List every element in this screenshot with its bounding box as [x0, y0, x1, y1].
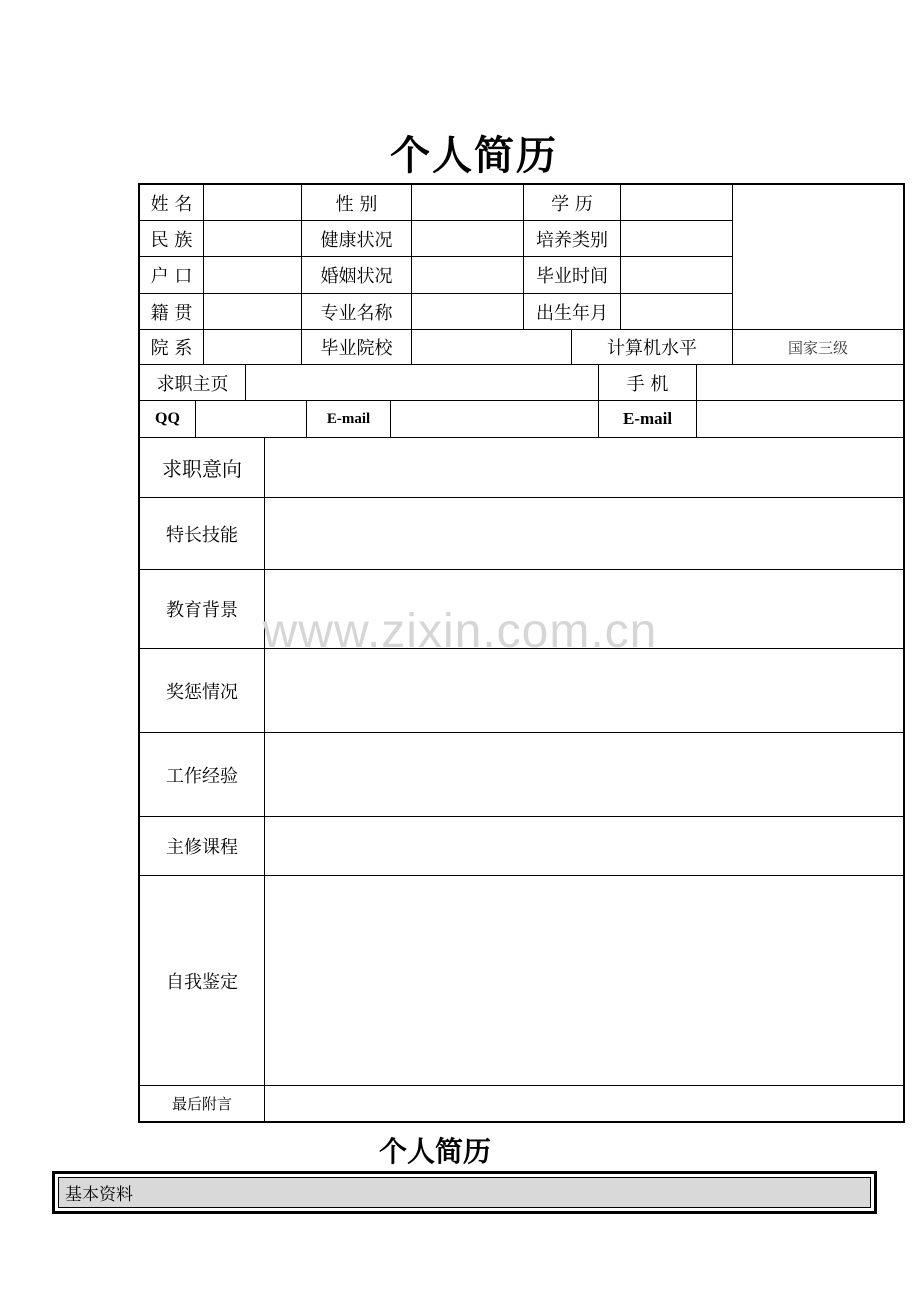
- field-self-evaluation[interactable]: [265, 876, 903, 1085]
- field-qq[interactable]: [196, 401, 306, 437]
- field-gender[interactable]: [412, 185, 523, 220]
- field-postscript[interactable]: [265, 1086, 903, 1121]
- label-mobile: 手 机: [626, 373, 669, 395]
- field-hukou[interactable]: [204, 257, 301, 293]
- field-ethnic[interactable]: [204, 221, 301, 256]
- field-work-experience[interactable]: [265, 733, 903, 816]
- label-department: 院 系: [150, 338, 193, 359]
- basic-info-label: 基本资料: [58, 1177, 871, 1208]
- label-skills: 特长技能: [166, 524, 238, 546]
- label-native: 籍 贯: [150, 302, 193, 324]
- field-homepage[interactable]: [246, 365, 598, 400]
- second-resume-title: 个人简历: [378, 1135, 491, 1168]
- label-awards: 奖惩情况: [166, 681, 238, 703]
- field-marital[interactable]: [412, 257, 523, 293]
- field-name[interactable]: [204, 185, 301, 220]
- label-homepage: 求职主页: [156, 373, 229, 395]
- label-computer-level: 计算机水平: [607, 338, 697, 359]
- field-department[interactable]: [204, 330, 301, 364]
- label-courses: 主修课程: [166, 837, 238, 858]
- label-ethnic: 民 族: [150, 229, 193, 251]
- field-job-objective[interactable]: [265, 438, 903, 497]
- field-education[interactable]: [621, 185, 732, 220]
- label-training: 培养类别: [536, 229, 608, 251]
- label-email-2: E-mail: [622, 409, 673, 428]
- label-name: 姓 名: [150, 193, 193, 215]
- label-health: 健康状况: [320, 229, 393, 251]
- label-work-experience: 工作经验: [166, 765, 238, 787]
- label-postscript: 最后附言: [171, 1095, 232, 1113]
- field-major[interactable]: [412, 294, 523, 329]
- label-education: 学 历: [551, 193, 593, 215]
- photo-area[interactable]: [733, 185, 903, 329]
- label-job-objective: 求职意向: [162, 457, 242, 481]
- label-birth: 出生年月: [536, 302, 608, 324]
- field-school[interactable]: [412, 330, 571, 364]
- field-awards[interactable]: [265, 649, 903, 732]
- field-email-1[interactable]: [391, 401, 598, 437]
- basic-info-header-box: [52, 1171, 877, 1214]
- label-gender: 性 别: [335, 193, 378, 215]
- field-training[interactable]: [621, 221, 732, 256]
- value-computer-level[interactable]: 国家三级: [787, 338, 848, 357]
- label-self-evaluation: 自我鉴定: [166, 971, 238, 993]
- label-email-1: E-mail: [326, 410, 371, 427]
- resume-title: 个人简历: [390, 133, 558, 179]
- label-hukou: 户 口: [150, 266, 193, 287]
- field-health[interactable]: [412, 221, 523, 256]
- field-birth[interactable]: [621, 294, 732, 329]
- label-qq: QQ: [155, 410, 180, 427]
- label-marital: 婚姻状况: [320, 266, 393, 287]
- field-email-2[interactable]: [697, 401, 903, 437]
- field-native[interactable]: [204, 294, 301, 329]
- label-school: 毕业院校: [320, 338, 393, 359]
- label-education-background: 教育背景: [166, 600, 238, 621]
- field-mobile[interactable]: [697, 365, 903, 400]
- field-skills[interactable]: [265, 498, 903, 569]
- field-grad-time[interactable]: [621, 257, 732, 293]
- label-grad-time: 毕业时间: [536, 266, 608, 287]
- watermark: www.zixin.com.cn: [262, 605, 658, 658]
- label-major: 专业名称: [320, 302, 393, 324]
- field-courses[interactable]: [265, 817, 903, 875]
